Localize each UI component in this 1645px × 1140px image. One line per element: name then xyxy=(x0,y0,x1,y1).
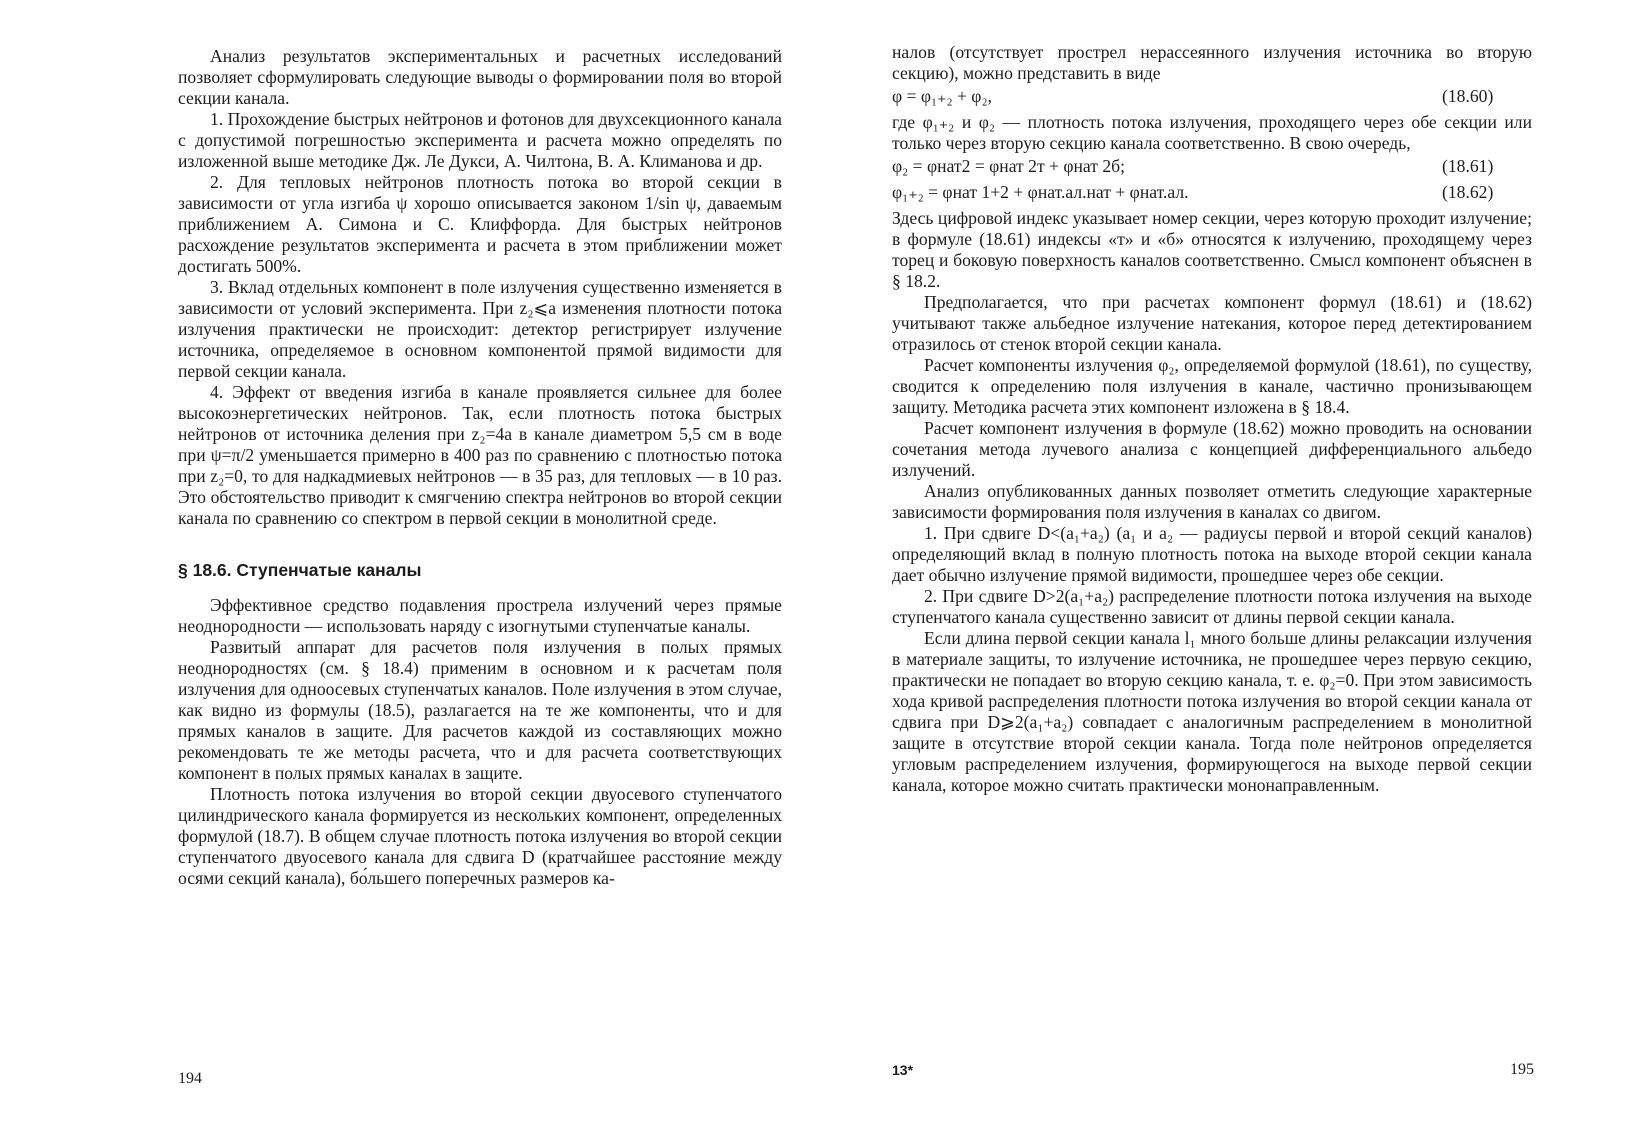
paragraph: налов (отсутствует прострел нерассеянного излучения источника во вторую секцию), можно представить в виде xyxy=(892,42,1532,83)
paragraph: Анализ опубликованных данных позволяет отметить следующие характерные зависимости формирования поля излучения в каналах со двигом. xyxy=(892,481,1532,522)
formula-expression: φ = φ₁₊₂ + φ₂, xyxy=(892,86,992,106)
paragraph: 2. Для тепловых нейтронов плотность потока во второй секции в зависимости от угла изгиба ψ хорошо описывается законом 1/sin ψ, даваемым приближением А. Симона и С. Клиффорда. Для быстрых нейтронов расхождение результатов эксперимента и расчета в этом приближении может достигать 500%. xyxy=(178,172,782,276)
paragraph: 1. Прохождение быстрых нейтронов и фотонов для двухсекционного канала с допустимой погрешностью эксперимента и расчета можно определять по изложенной выше методике Дж. Ле Дукси, А. Чилтона, В. А. Климанова и др. xyxy=(178,109,782,171)
section-heading: § 18.6. Ступенчатые каналы xyxy=(178,560,422,580)
right-page xyxy=(822,0,1645,1140)
paragraph: Предполагается, что при расчетах компонент формул (18.61) и (18.62) учитывают также альбедное излучение натекания, которое перед детектированием отразилось от стенок второй секции канала. xyxy=(892,292,1532,354)
paragraph: 2. При сдвиге D>2(a₁+a₂) распределение плотности потока излучения на выходе ступенчатого канала существенно зависит от длины первой секции канала. xyxy=(892,586,1532,627)
formula-expression: φ₂ = φнат2 = φнат 2т + φнат 2б; xyxy=(892,156,1125,176)
signature-mark: 13* xyxy=(892,1062,914,1078)
equation-number: (18.60) xyxy=(1442,86,1494,106)
paragraph: Плотность потока излучения во второй секции двуосевого ступенчатого цилиндрического канала формируется из нескольких компонент, определенных формулой (18.7). В общем случае плотность потока излучения во второй секции ступенчатого двуосевого канала для сдвига D (кратчайшее расстояние между осями секций канала), бо́льшего поперечных размеров ка- xyxy=(178,784,782,888)
paragraph: Если длина первой секции канала l₁ много больше длины релаксации излучения в материале защиты, то излучение источника, не прошедшее через первую секцию, практически не попадает во вторую секцию канала, т. е. φ₂=0. При этом зависимость хода кривой распределения плотности потока излучения во второй секции канала от сдвига при D⩾2(a₁+a₂) совпадает с аналогичным распределением в монолитной защите в отсутствие второй секции канала. Тогда поле нейтронов определяется угловым распределением излучения, формирующегося на выходе первой секции канала, которое можно считать практически мононаправленным. xyxy=(892,628,1532,795)
paragraph: Эффективное средство подавления прострела излучений через прямые неоднородности — использовать наряду с изогнутыми ступенчатые каналы. xyxy=(178,595,782,636)
equation-number: (18.61) xyxy=(1442,156,1494,176)
paragraph: 4. Эффект от введения изгиба в канале проявляется сильнее для более высокоэнергетических нейтронов. Так, если плотность потока быстрых нейтронов от источника деления при z₂=4a в канале диаметром 5,5 см в воде при ψ=π/2 уменьшается примерно в 400 раз по сравнению с плотностью потока при z₂=0, то для надкадмиевых нейтронов — в 35 раз, для тепловых — в 10 раз. Это обстоятельство приводит к смягчению спектра нейтронов во второй секции канала по сравнению со спектром в первой секции в монолитной среде. xyxy=(178,382,782,528)
paragraph: Анализ результатов экспериментальных и расчетных исследований позволяет сформулировать следующие выводы о формировании поля во второй секции канала. xyxy=(178,46,782,108)
paragraph: 1. При сдвиге D<(a₁+a₂) (a₁ и a₂ — радиусы первой и второй секций каналов) определяющий вклад в полную плотность потока на выходе второй секции канала дает обычно излучение прямой видимости, прошедшее через обе секции. xyxy=(892,523,1532,585)
right-text-column xyxy=(892,42,1532,796)
paragraph: где φ₁₊₂ и φ₂ — плотность потока излучения, проходящего через обе секции или только через вторую секцию канала соответственно. В свою очередь, xyxy=(892,112,1532,153)
formula-18-61 xyxy=(892,156,1532,180)
equation-number: (18.62) xyxy=(1442,182,1494,202)
paragraph: 3. Вклад отдельных компонент в поле излучения существенно изменяется в зависимости от условий эксперимента. При z₂⩽a изменения плотности потока излучения практически не происходит: детектор регистрирует излучение источника, определяемое в основном компонентой прямой видимости для первой секции канала. xyxy=(178,277,782,381)
formula-18-60 xyxy=(892,86,1532,110)
left-text-column xyxy=(178,46,782,889)
paragraph: Расчет компонент излучения в формуле (18.62) можно проводить на основании сочетания метода лучевого анализа с концепцией дифференциального альбедо излучений. xyxy=(892,418,1532,480)
left-page xyxy=(0,0,822,1140)
page-number-right: 195 xyxy=(1510,1061,1534,1078)
formula-expression: φ₁₊₂ = φнат 1+2 + φнат.ал.нат + φнат.ал. xyxy=(892,182,1189,202)
paragraph: Расчет компоненты излучения φ₂, определяемой формулой (18.61), по существу, сводится к определению поля излучения в канале, частично пронизывающем защиту. Методика расчета этих компонент изложена в § 18.4. xyxy=(892,355,1532,417)
formula-18-62 xyxy=(892,182,1532,206)
paragraph: Здесь цифровой индекс указывает номер секции, через которую проходит излучение; в формуле (18.61) индексы «т» и «б» относятся к излучению, проходящему через торец и боковую поверхность каналов соответственно. Смысл компонент объяснен в § 18.2. xyxy=(892,208,1532,291)
paragraph: Развитый аппарат для расчетов поля излучения в полых прямых неоднородностях (см. § 18.4) применим в основном и к расчетам поля излучения для одноосевых ступенчатых каналов. Поле излучения в этом случае, как видно из формулы (18.5), разлагается на те же компоненты, что и для прямых каналов в защите. Для расчетов каждой из составляющих можно рекомендовать те же методы расчета, что и для расчета соответствующих компонент в полых прямых каналах в защите. xyxy=(178,637,782,783)
page-number-left: 194 xyxy=(178,1070,202,1087)
